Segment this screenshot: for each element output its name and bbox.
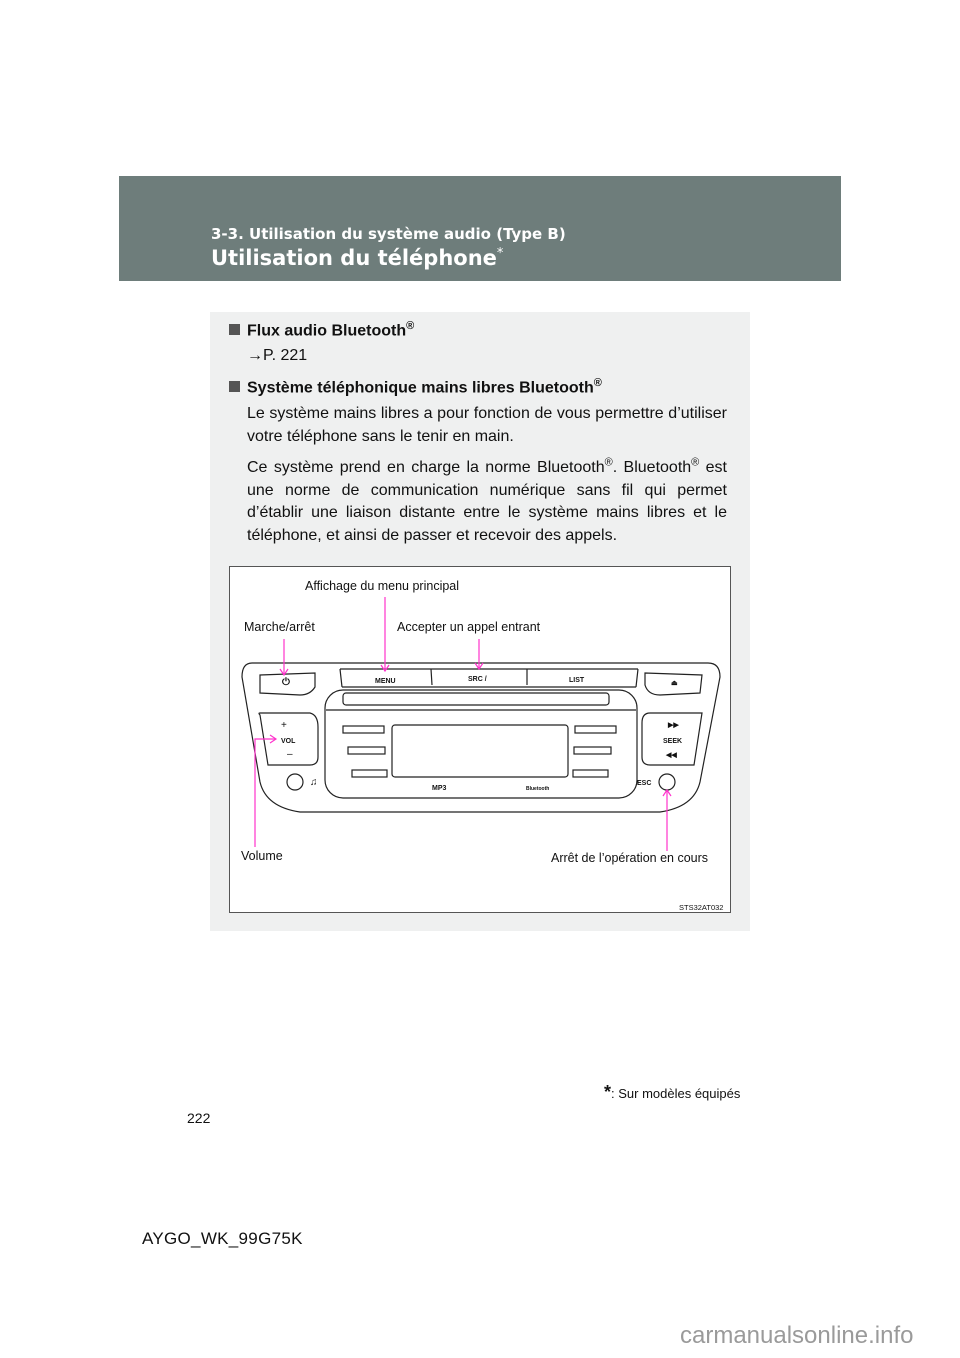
mp3-label: MP3 [432,785,447,792]
text: est une norme de communication numérique sans fil qui permet d’établir une liaison distante entre le système mains libres et le téléphone, et ainsi de passer et recevoir des appels. [247,459,727,544]
label-stop-operation: Arrêt de l’opération en cours [551,851,709,865]
audio-unit-drawing [242,663,730,812]
page-title-text: Utilisation du téléphone [211,246,497,270]
page-reference[interactable]: →P. 221 [247,347,308,364]
title-asterisk: * [496,246,504,261]
bullet-square-icon [229,381,240,392]
list-button-label: LIST [569,677,585,684]
heading-text: Flux audio Bluetooth [247,322,407,340]
seek-label: SEEK [663,738,683,745]
vol-plus: + [281,720,287,731]
watermark[interactable]: carmanualsonline.info [680,1322,914,1349]
text: . Bluetooth [612,459,692,476]
registered-mark: ® [593,377,602,389]
power-icon: ⏻ [282,677,290,688]
registered-mark: ® [604,456,613,469]
registered-mark: ® [691,456,700,469]
vol-label: VOL [281,738,296,745]
menu-button-label: MENU [375,678,396,685]
text: Ce système prend en charge la norme Bluetooth [247,459,605,476]
seek-back-icon: ◀◀ [666,752,677,759]
asterisk-icon: * [604,1082,612,1102]
bullet-square-icon [229,324,240,335]
label-volume: Volume [241,849,283,863]
music-icon: ♫ [310,777,318,788]
eject-icon: ⏏ [671,680,678,687]
paragraph-1: Le système mains libres a pour fonction de vous permettre d’utiliser votre téléphone sans le tenir en main. [247,405,727,445]
heading-bluetooth-audio [229,320,414,340]
page-number: 222 [187,1110,211,1126]
label-menu-display: Affichage du menu principal [305,579,460,593]
audio-unit-figure [229,566,731,913]
esc-label: ESC [637,780,652,787]
seek-forward-icon: ▶▶ [668,722,679,729]
footnote-text: : Sur modèles équipés [611,1086,741,1101]
vol-minus: – [287,749,293,760]
footnote [604,1082,740,1103]
heading-text: Système téléphonique mains libres Bluetooth [247,379,594,397]
heading-handsfree [229,377,602,397]
document-code: AYGO_WK_99G75K [142,1229,303,1248]
registered-mark: ® [406,320,415,332]
src-button-label: SRC / [468,676,487,683]
bluetooth-label: Bluetooth [526,786,550,792]
section-title: 3-3. Utilisation du système audio (Type B) [211,225,566,243]
label-accept-call: Accepter un appel entrant [397,620,541,634]
paragraph-2 [247,457,727,547]
label-power: Marche/arrêt [244,620,315,634]
figure-code: STS32AT032 [679,903,724,912]
page-title [211,246,503,270]
